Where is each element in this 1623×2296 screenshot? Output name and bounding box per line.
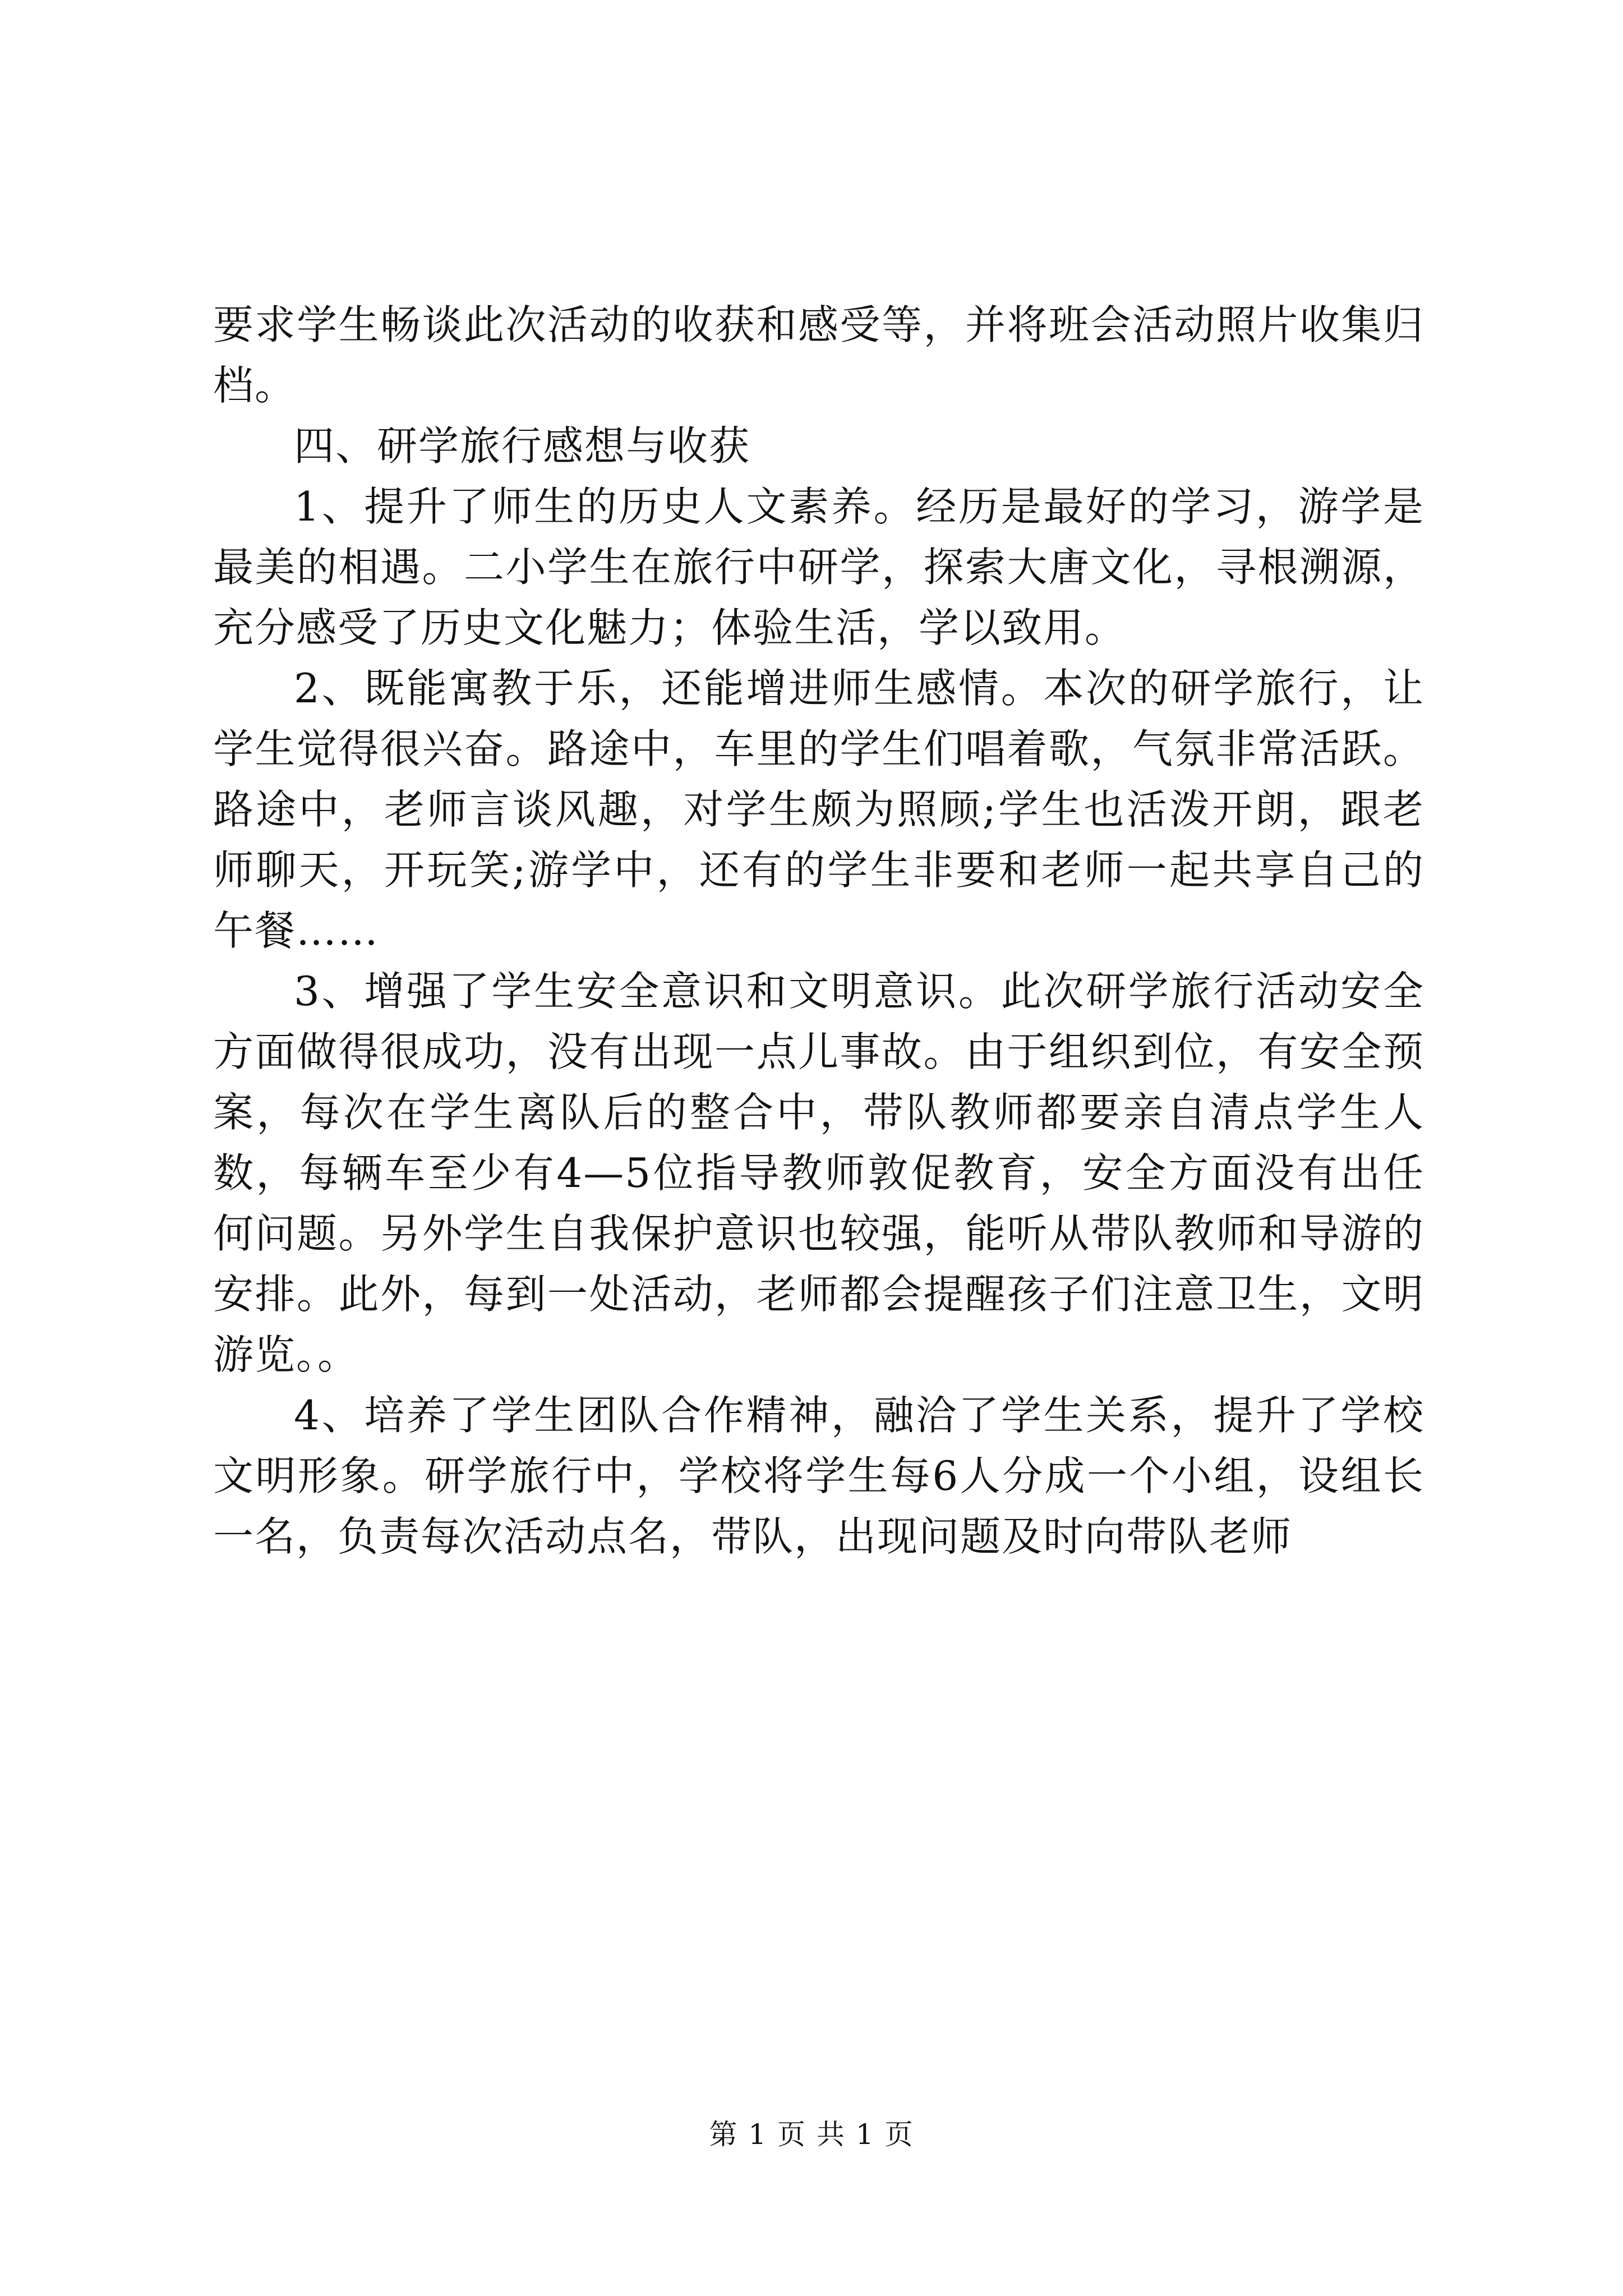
paragraph-continuation: 要求学生畅谈此次活动的收获和感受等，并将班会活动照片收集归档。 [213,301,1424,409]
body-text [213,295,1424,1567]
section-heading: 四、研学旅行感想与收获 [294,422,751,470]
paragraph-3: 3、增强了学生安全意识和文明意识。此次研学旅行活动安全方面做得很成功，没有出现一点儿事故。由于组织到位，有安全预案，每次在学生离队后的整合中，带队教师都要亲自清点学生人数，每辆车至少有4—5位指导教师敦促教育，安全方面没有出任何问题。另外学生自我保护意识也较强，能听从带队教师和导游的安排。此外，每到一处活动，老师都会提醒孩子们注意卫生，文明游览。。 [213,968,1424,1378]
paragraph-4: 4、培养了学生团队合作精神，融洽了学生关系，提升了学校文明形象。研学旅行中，学校将学生每6人分成一个小组，设组长一名，负责每次活动点名，带队，出现问题及时向带队老师 [213,1392,1424,1560]
page-footer: 第 1 页 共 1 页 [709,2118,914,2151]
paragraph-1: 1、提升了师生的历史人文素养。经历是最好的学习，游学是最美的相遇。二小学生在旅行中研学，探索大唐文化，寻根溯源，充分感受了历史文化魅力；体验生活，学以致用。 [213,483,1424,651]
paragraph-2: 2、既能寓教于乐，还能增进师生感情。本次的研学旅行，让学生觉得很兴奋。路途中，车里的学生们唱着歌，气氛非常活跃。路途中，老师言谈风趣，对学生颇为照顾;学生也活泼开朗，跟老师聊天，开玩笑;游学中，还有的学生非要和老师一起共享自己的午餐…… [213,665,1424,954]
